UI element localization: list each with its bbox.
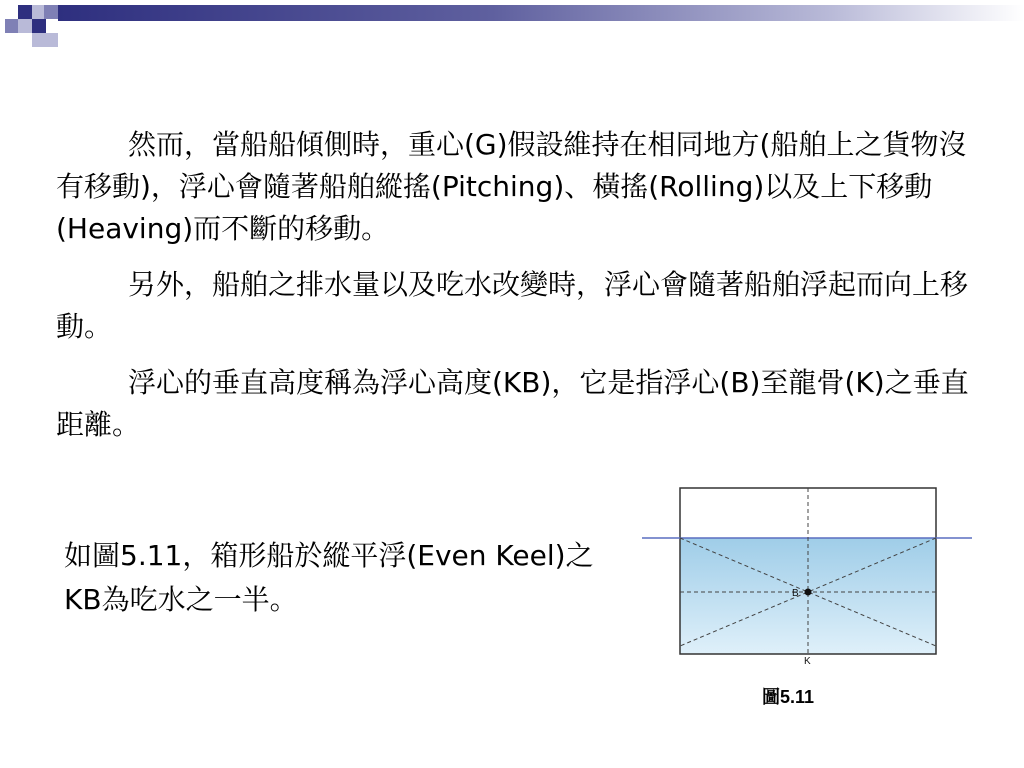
header-gradient-bar — [58, 5, 1024, 21]
decor-square — [32, 19, 46, 33]
body-text — [56, 124, 990, 460]
paragraph: 另外，船舶之排水量以及吃水改變時，浮心會隨著船舶浮起而向上移動。 — [56, 268, 969, 343]
figure-note: 如圖5.11，箱形船於縱平浮(Even Keel)之KB為吃水之一半。 — [64, 539, 594, 616]
buoyancy-center-point — [805, 589, 812, 596]
paragraph: 浮心的垂直高度稱為浮心高度(KB)，它是指浮心(B)至龍骨(K)之垂直距離。 — [56, 366, 969, 441]
figure-caption: 圖5.11 — [762, 687, 815, 707]
decor-square — [44, 33, 58, 47]
box-ship-figure — [640, 484, 976, 664]
box-ship-diagram — [640, 484, 976, 664]
decor-square — [18, 19, 32, 33]
decor-square — [44, 5, 58, 19]
point-b-label: B — [792, 588, 799, 599]
decor-square — [5, 19, 18, 33]
point-k-label: K — [804, 656, 811, 664]
paragraph: 然而，當船船傾側時，重心(G)假設維持在相同地方(船舶上之貨物沒有移動)，浮心會隨著船舶縱搖(Pitching)、橫搖(Rolling)以及上下移動(Heaving)而不斷的移動。 — [56, 128, 967, 245]
decor-square — [18, 5, 32, 19]
